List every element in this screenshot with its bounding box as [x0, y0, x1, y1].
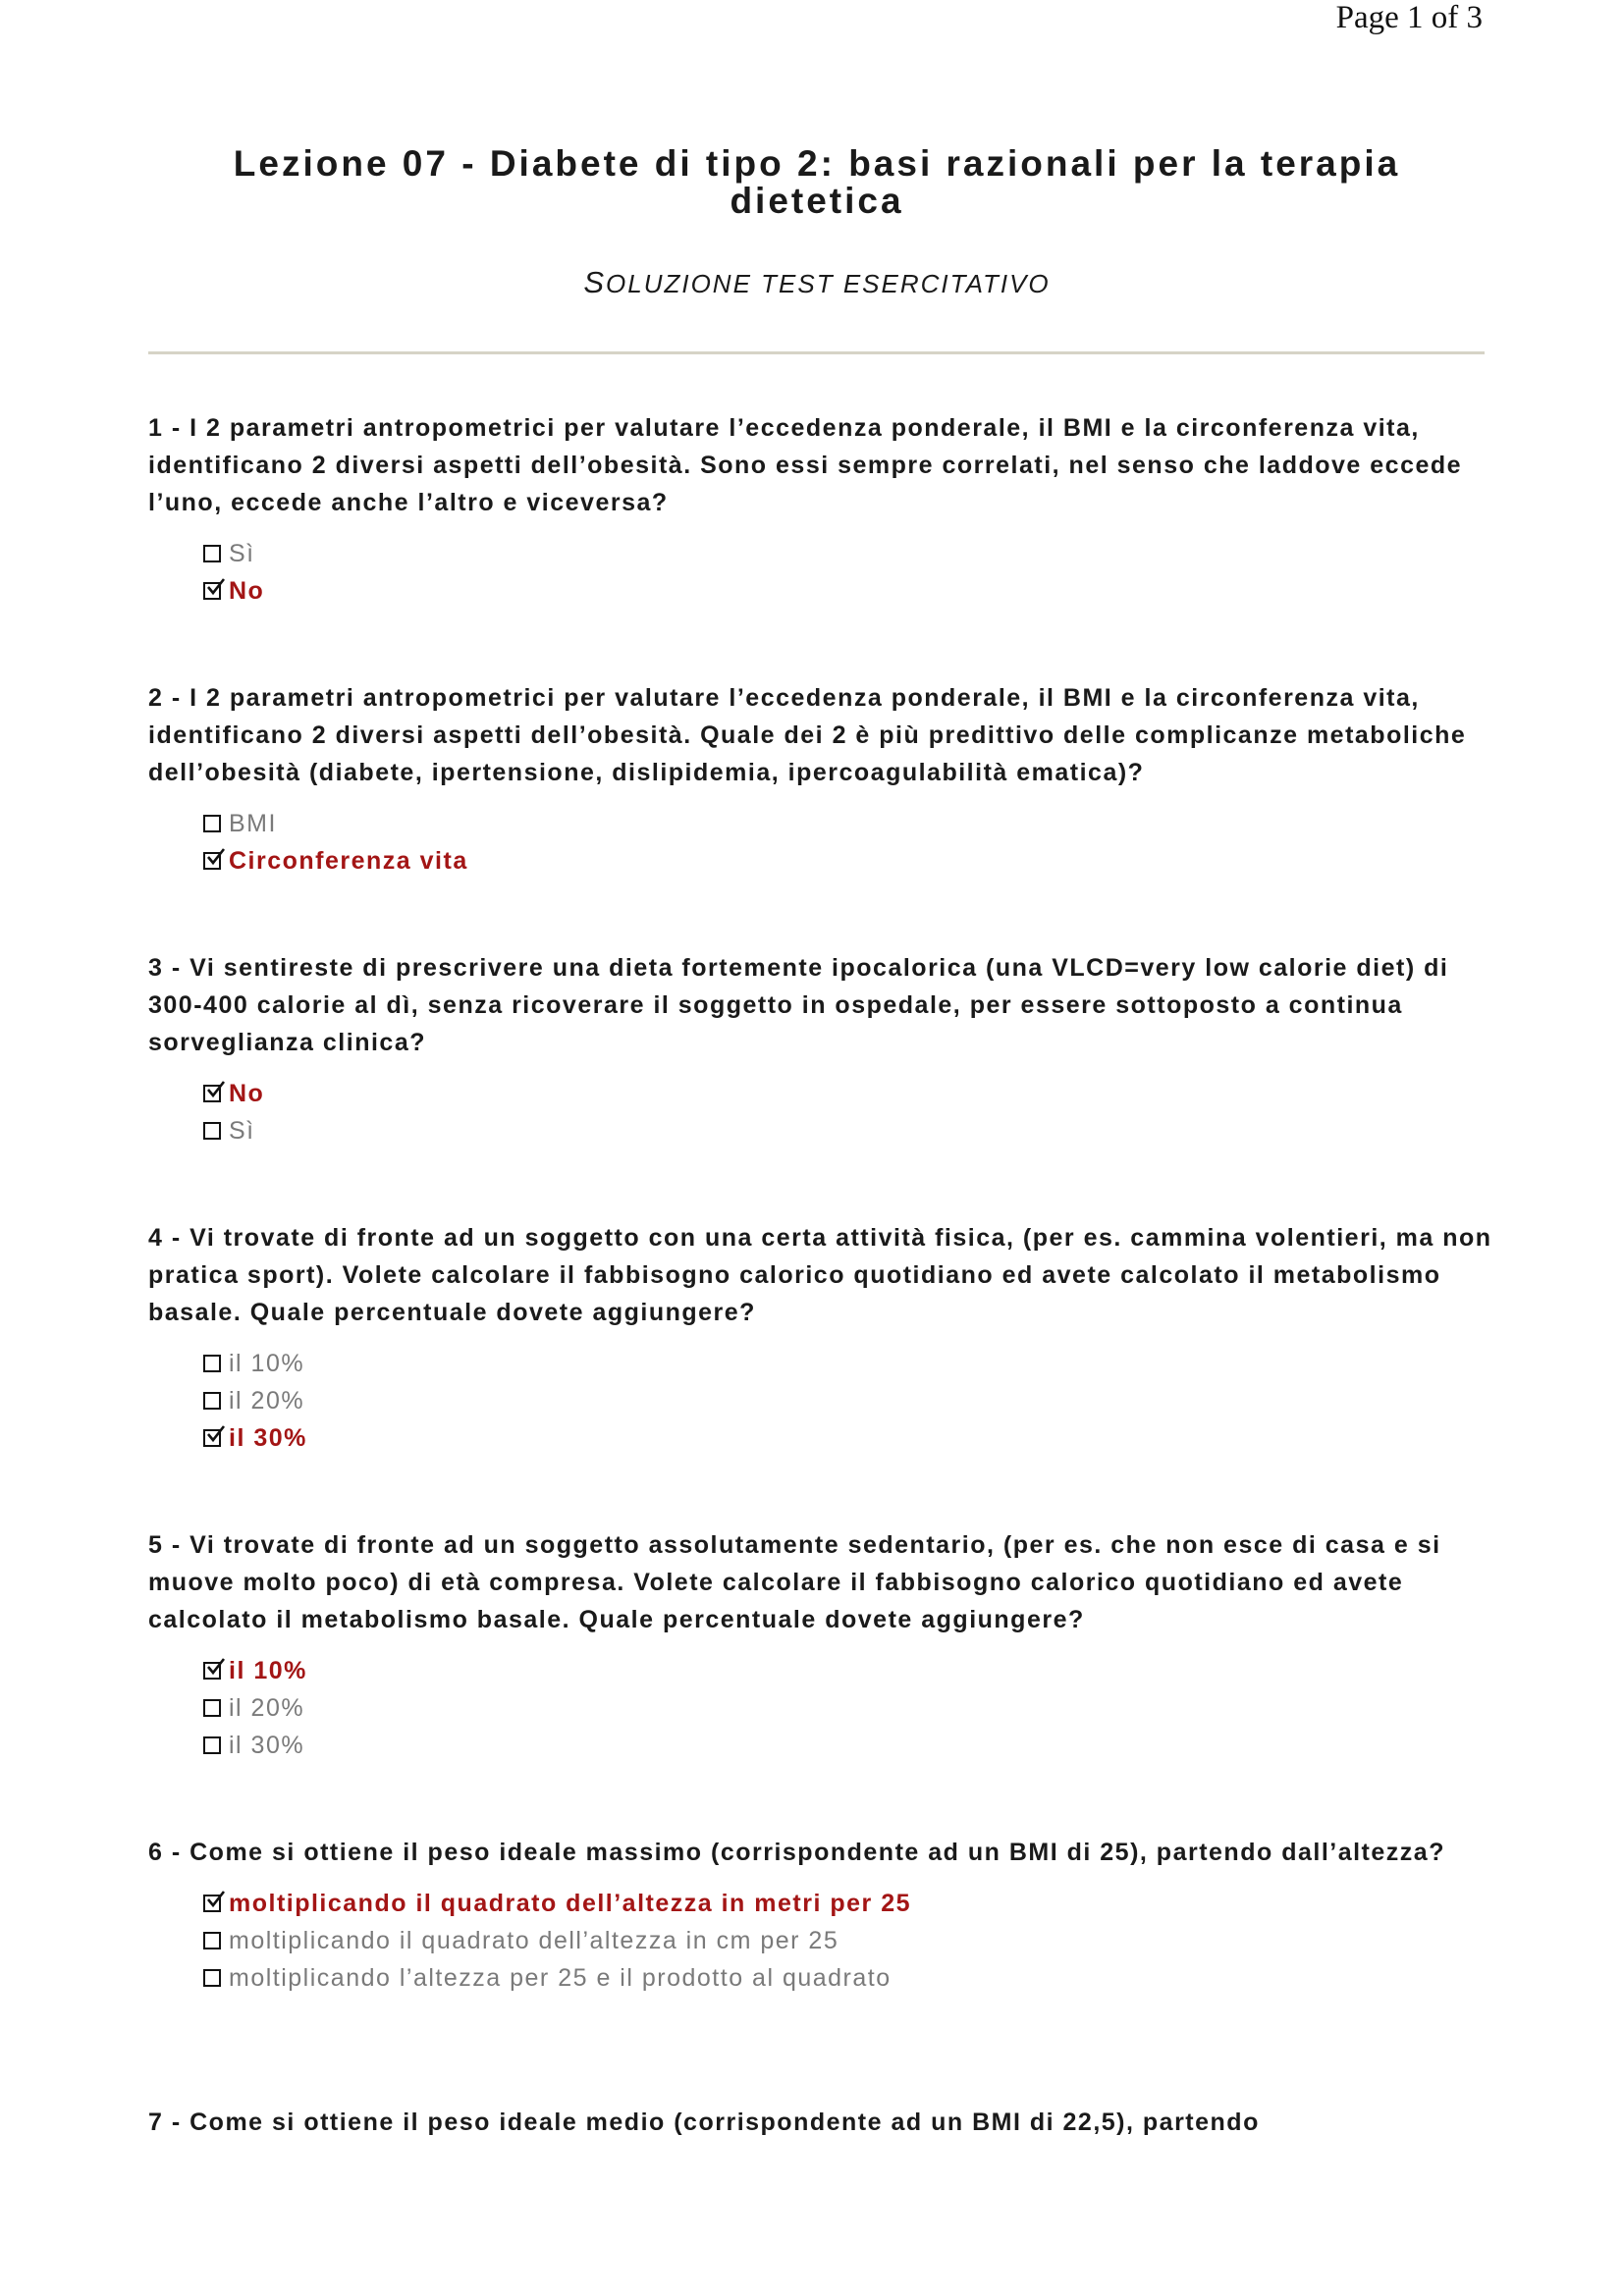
answer-label: Circonferenza vita — [229, 846, 468, 875]
checkmark-icon — [206, 1081, 226, 1100]
checked-box-icon[interactable] — [203, 582, 221, 600]
question-4 — [148, 1219, 1493, 1457]
checkmark-icon — [206, 578, 226, 598]
answer-option-correct[interactable] — [203, 1075, 1493, 1112]
answer-options — [203, 805, 1493, 880]
answer-label: No — [229, 576, 265, 605]
answer-options — [203, 535, 1493, 610]
question-text: 6 - Come si ottiene il peso ideale massimo (corrispondente ad un BMI di 25), partendo dall’altezza? — [148, 1839, 1445, 1866]
answer-option[interactable] — [203, 805, 1493, 842]
checkbox-icon[interactable] — [203, 1392, 221, 1410]
answer-option[interactable] — [203, 535, 1493, 572]
answer-label: Sì — [229, 539, 255, 567]
page-number: Page 1 of 3 — [1335, 0, 1483, 35]
checkbox-icon[interactable] — [203, 1355, 221, 1372]
answer-option-correct[interactable] — [203, 1419, 1493, 1457]
answer-option-correct[interactable] — [203, 572, 1493, 610]
answer-label: BMI — [229, 809, 277, 837]
answer-option[interactable] — [203, 1689, 1493, 1727]
answer-options — [203, 1885, 1493, 1997]
page-subtitle — [149, 265, 1485, 300]
answer-option[interactable] — [203, 1382, 1493, 1419]
checkmark-icon — [206, 1425, 226, 1445]
question-5 — [148, 1526, 1493, 1764]
checked-box-icon[interactable] — [203, 1895, 221, 1912]
answer-label: il 20% — [229, 1693, 305, 1722]
checkbox-icon[interactable] — [203, 1969, 221, 1987]
subtitle-rest: OLUZIONE TEST ESERCITATIVO — [606, 269, 1051, 298]
page-title: Lezione 07 - Diabete di tipo 2: basi razionali per la terapia dietetica — [233, 143, 1401, 221]
header-divider — [148, 351, 1485, 354]
question-text: 2 - I 2 parametri antropometrici per valutare l’eccedenza ponderale, il BMI e la circonferenza vita, identificano 2 diversi aspetti dell’obesità. Quale dei 2 è più predittivo delle complicanze metaboliche dell’obesità (diabete, ipertensione, dislipidemia, ipercoagulabilità ematica)? — [148, 684, 1467, 786]
question-1 — [148, 409, 1493, 610]
answer-label: il 30% — [229, 1731, 305, 1759]
checked-box-icon[interactable] — [203, 852, 221, 870]
question-text: 1 - I 2 parametri antropometrici per valutare l’eccedenza ponderale, il BMI e la circonferenza vita, identificano 2 diversi aspetti dell’obesità. Sono essi sempre correlati, nel senso che laddove eccede l’uno, eccede anche l’altro e viceversa? — [148, 414, 1463, 516]
question-text: 4 - Vi trovate di fronte ad un soggetto con una certa attività fisica, (per es. cammina volentieri, ma non pratica sport). Volete calcolare il fabbisogno calorico quotidiano ed avete calcolato il metabolismo basale. Quale percentuale dovete aggiungere? — [148, 1224, 1492, 1326]
question-6 — [148, 1834, 1493, 1997]
answer-label: il 20% — [229, 1386, 305, 1415]
question-7 — [148, 2104, 1493, 2141]
checked-box-icon[interactable] — [203, 1429, 221, 1447]
answer-option[interactable] — [203, 1112, 1493, 1149]
checkmark-icon — [206, 848, 226, 868]
answer-label: moltiplicando il quadrato dell’altezza in cm per 25 — [229, 1926, 839, 1954]
checkbox-icon[interactable] — [203, 1932, 221, 1949]
checkmark-icon — [206, 1658, 226, 1678]
answer-options — [203, 1652, 1493, 1764]
answer-label: il 10% — [229, 1349, 305, 1377]
answer-option-correct[interactable] — [203, 1885, 1493, 1922]
checkbox-icon[interactable] — [203, 545, 221, 562]
answer-label: il 30% — [229, 1423, 307, 1452]
question-text: 5 - Vi trovate di fronte ad un soggetto assolutamente sedentario, (per es. che non esce di casa e si muove molto poco) di età compresa. Volete calcolare il fabbisogno calorico quotidiano ed avete calcolato il metabolismo basale. Quale percentuale dovete aggiungere? — [148, 1531, 1441, 1633]
checkmark-icon — [206, 1891, 226, 1910]
question-text: 7 - Come si ottiene il peso ideale medio (corrispondente ad un BMI di 22,5), partendo — [148, 2109, 1260, 2136]
question-2 — [148, 679, 1493, 880]
answer-options — [203, 1075, 1493, 1149]
question-text: 3 - Vi sentireste di prescrivere una dieta fortemente ipocalorica (una VLCD=very low calorie diet) di 300-400 calorie al dì, senza ricoverare il soggetto in ospedale, per essere sottoposto a continua sorveglianza clinica? — [148, 954, 1449, 1056]
answer-label: il 10% — [229, 1656, 307, 1684]
subtitle-initial: S — [583, 265, 607, 299]
checkbox-icon[interactable] — [203, 1699, 221, 1717]
answer-option[interactable] — [203, 1959, 1493, 1997]
answer-options — [203, 1345, 1493, 1457]
checked-box-icon[interactable] — [203, 1085, 221, 1102]
checkbox-icon[interactable] — [203, 815, 221, 832]
answer-label: Sì — [229, 1116, 255, 1145]
checkbox-icon[interactable] — [203, 1736, 221, 1754]
answer-label: moltiplicando il quadrato dell’altezza in metri per 25 — [229, 1889, 912, 1917]
answer-label: No — [229, 1079, 265, 1107]
question-3 — [148, 949, 1493, 1149]
checked-box-icon[interactable] — [203, 1662, 221, 1680]
answer-option[interactable] — [203, 1345, 1493, 1382]
answer-label: moltiplicando l’altezza per 25 e il prodotto al quadrato — [229, 1963, 892, 1992]
answer-option-correct[interactable] — [203, 1652, 1493, 1689]
checkbox-icon[interactable] — [203, 1122, 221, 1140]
answer-option[interactable] — [203, 1922, 1493, 1959]
answer-option[interactable] — [203, 1727, 1493, 1764]
answer-option-correct[interactable] — [203, 842, 1493, 880]
